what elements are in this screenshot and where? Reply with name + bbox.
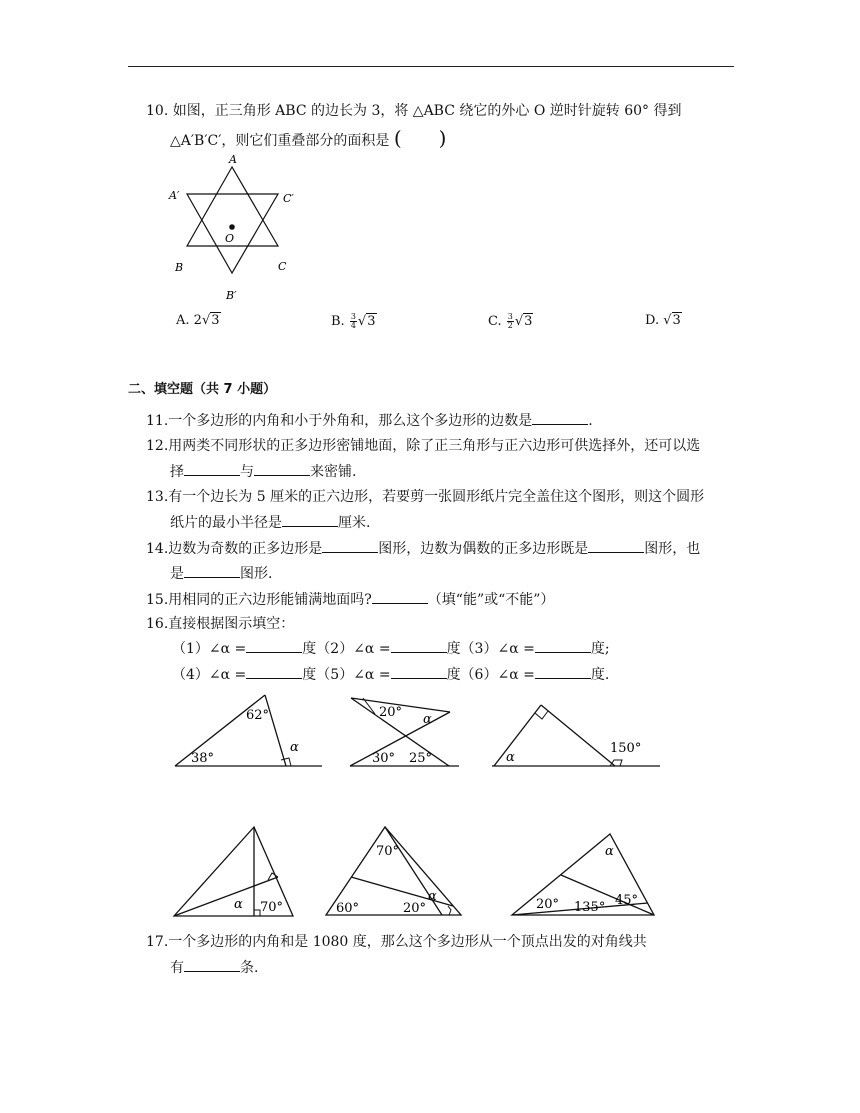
q10-option-c[interactable]	[488, 313, 533, 330]
q11-text: 一个多边形的内角和小于外角和，那么这个多边形的边数是	[168, 413, 533, 429]
q14-blank-2[interactable]	[588, 538, 644, 553]
fig6-angle-20: 20°	[536, 897, 560, 912]
q12-number: 12.	[146, 438, 169, 454]
q16-text: 直接根据图示填空：	[168, 616, 295, 632]
fig6-alpha: α	[605, 844, 614, 859]
section-heading: 二、填空题（共 7 小题）	[128, 382, 277, 397]
q17-text-a: 有	[170, 960, 184, 976]
fig2-alpha: α	[423, 712, 432, 727]
q13-number: 13.	[146, 489, 169, 505]
option-c-radicand: 3	[524, 314, 533, 329]
fig3-angle-150: 150°	[610, 741, 642, 756]
q16-blank-2[interactable]	[391, 638, 447, 653]
q17-number: 17.	[146, 934, 169, 950]
q12-blank-2[interactable]	[254, 461, 310, 476]
q13-text-line1: 有一个边长为 5 厘米的正六边形，若要剪一张圆形纸片完全盖住这个图形，则这个圆形	[168, 489, 705, 505]
q12-blank-1[interactable]	[184, 461, 240, 476]
label-o: O	[225, 232, 235, 245]
q14-number: 14.	[146, 541, 169, 557]
q16-row2-part2: 度（5）∠α =	[302, 667, 391, 683]
option-c-sqrt-sign: √	[514, 314, 524, 329]
fig6-angle-45: 45°	[615, 893, 639, 908]
fig1-angle-38: 38°	[191, 751, 215, 766]
q11-end: .	[588, 413, 593, 429]
q17-line1	[146, 932, 647, 952]
option-b-denominator: 4	[350, 321, 356, 330]
option-d-sqrt-sign: √	[663, 313, 672, 328]
label-c-prime: C′	[283, 192, 294, 205]
option-a-sqrt-sign: √	[201, 313, 211, 328]
fig4-alpha: α	[234, 897, 243, 912]
q14-text-b: 图形，边数为偶数的正多边形既是	[378, 541, 589, 557]
q10-star-figure	[160, 150, 310, 305]
option-b-radicand: 3	[367, 314, 376, 329]
fig3-alpha: α	[506, 750, 515, 765]
label-a: A	[229, 153, 237, 166]
q16-figure-1	[172, 690, 324, 772]
q16-figure-2	[346, 692, 462, 772]
center-point-o	[229, 224, 235, 230]
option-c-fraction	[507, 313, 514, 330]
q17-text-line1: 一个多边形的内角和是 1080 度，那么这个多边形从一个顶点出发的对角线共	[168, 934, 647, 950]
q16-blank-1[interactable]	[246, 638, 302, 653]
option-c-denominator: 2	[507, 321, 513, 330]
label-a-prime: A′	[169, 189, 180, 202]
q13-text-b: 厘米.	[338, 515, 371, 531]
option-b-fraction	[350, 313, 357, 330]
q10-text-line2: △A′B′C′，则它们重叠部分的面积是	[170, 133, 390, 149]
fig5-angle-20: 20°	[403, 901, 427, 916]
q12-text-b: 与	[240, 464, 254, 480]
fig5-alpha: α	[428, 889, 437, 904]
q13-blank[interactable]	[282, 512, 338, 527]
label-b: B	[175, 261, 184, 274]
option-c-numerator: 3	[507, 312, 513, 321]
q10-option-d[interactable]	[645, 313, 682, 328]
q15-text-b: （填“能”或“不能”）	[427, 592, 555, 608]
option-a-radicand: 3	[211, 313, 220, 328]
q12-line1	[146, 436, 700, 456]
fig6-angle-135: 135°	[574, 900, 606, 915]
q10-option-b[interactable]	[331, 313, 377, 330]
q15	[146, 589, 554, 610]
q14-blank-1[interactable]	[322, 538, 378, 553]
q10-line1	[146, 101, 681, 121]
label-b-prime: B′	[226, 289, 237, 302]
fig1-alpha: α	[290, 740, 299, 755]
option-d-radicand: 3	[672, 313, 681, 328]
fig2-angle-20: 20°	[379, 705, 403, 720]
q16-row1	[172, 638, 610, 659]
q13-line1	[146, 487, 704, 507]
q11-blank[interactable]	[532, 410, 588, 425]
q14-text-d: 是	[170, 566, 184, 582]
fig2-angle-25: 25°	[409, 751, 433, 766]
fig2-angle-30: 30°	[372, 751, 396, 766]
q10-paren-open: (	[393, 126, 402, 150]
q15-text-a: 用相同的正六边形能铺满地面吗?	[168, 592, 372, 608]
q16-row1-part2: 度（2）∠α =	[302, 641, 391, 657]
q10-text-line1: 如图，正三角形 ABC 的边长为 3，将 △ABC 绕它的外心 O 逆时针旋转 60° 得到	[172, 103, 682, 119]
q10-line2	[170, 128, 446, 151]
q10-number: 10.	[146, 103, 169, 119]
q17-line2	[170, 957, 258, 978]
fig4-angle-70: 70°	[260, 900, 284, 915]
q16-figure-6	[508, 830, 660, 920]
fig1-angle-62: 62°	[246, 708, 270, 723]
q14-text-a: 边数为奇数的正多边形是	[168, 541, 323, 557]
q16-line1	[146, 614, 294, 634]
q17-text-b: 条.	[240, 960, 259, 976]
option-c-prefix: C.	[488, 314, 502, 329]
q16-row1-part3: 度（3）∠α =	[446, 641, 535, 657]
q14-line2	[170, 563, 272, 584]
q10-paren-close: )	[438, 126, 447, 150]
option-b-sqrt-sign: √	[357, 314, 367, 329]
label-c: C	[278, 260, 287, 273]
header-rule	[128, 66, 734, 67]
q14-text-c: 图形，也	[644, 541, 701, 557]
q15-blank[interactable]	[372, 589, 428, 604]
q16-blank-6[interactable]	[535, 664, 591, 679]
q11-number: 11.	[146, 413, 169, 429]
q10-option-a[interactable]	[176, 313, 221, 328]
q13-text-a: 纸片的最小半径是	[170, 515, 282, 531]
q16-figure-5	[322, 822, 466, 920]
q12-text-c: 来密铺.	[310, 464, 357, 480]
q14-text-e: 图形.	[240, 566, 273, 582]
option-d-prefix: D.	[645, 313, 664, 328]
q16-row2-part4: 度.	[590, 667, 610, 683]
fig5-angle-70: 70°	[376, 844, 400, 859]
q16-row2-part3: 度（6）∠α =	[446, 667, 535, 683]
q13-line2	[170, 512, 370, 533]
q17-blank[interactable]	[184, 957, 240, 972]
q16-figure-3	[490, 700, 662, 772]
q16-row1-part1: （1）∠α =	[172, 641, 247, 657]
fig5-angle-60: 60°	[336, 901, 360, 916]
q14-blank-3[interactable]	[184, 563, 240, 578]
q16-number: 16.	[146, 616, 169, 632]
q14-line1	[146, 538, 700, 559]
q16-blank-3[interactable]	[535, 638, 591, 653]
option-b-prefix: B.	[331, 314, 345, 329]
q16-row2	[172, 664, 609, 685]
q16-blank-5[interactable]	[391, 664, 447, 679]
q16-blank-4[interactable]	[246, 664, 302, 679]
q16-row2-part1: （4）∠α =	[172, 667, 247, 683]
q12-line2	[170, 461, 356, 482]
q12-text-a: 择	[170, 464, 184, 480]
q16-row1-part4: 度;	[590, 641, 610, 657]
q11	[146, 410, 593, 431]
option-b-numerator: 3	[350, 312, 356, 321]
q16-figure-4	[170, 822, 298, 922]
q12-text-line1: 用两类不同形状的正多边形密铺地面，除了正三角形与正六边形可供选择外，还可以选	[168, 438, 701, 454]
option-a-prefix: A. 2	[176, 313, 202, 328]
q15-number: 15.	[146, 592, 169, 608]
